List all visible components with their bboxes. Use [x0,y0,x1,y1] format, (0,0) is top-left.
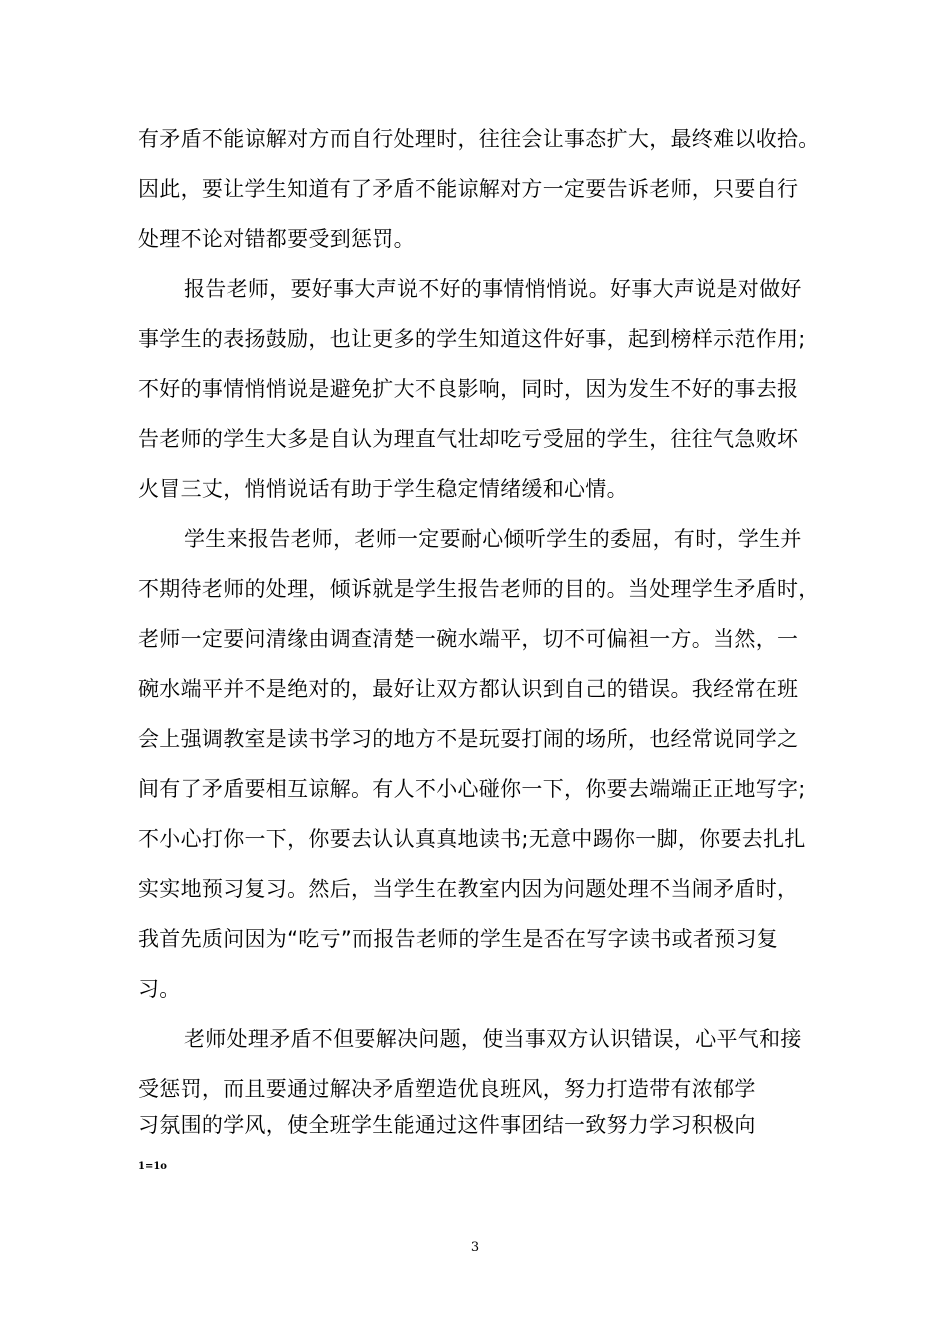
paragraph-1-line-2: 因此，要让学生知道有了矛盾不能谅解对方一定要告诉老师，只要自行 [138,177,799,201]
page-number: 3 [470,1240,480,1255]
paragraph-3-line-8: 实实地预习复习。然后，当学生在教室内因为问题处理不当闹矛盾时， [138,877,799,901]
footnote-text: 1=1o [138,1161,167,1172]
paragraph-3-line-10: 习。 [138,977,181,1001]
paragraph-2-line-2: 事学生的表扬鼓励，也让更多的学生知道这件好事，起到榜样示范作用; [138,327,806,351]
paragraph-2-line-5: 火冒三丈，悄悄说话有助于学生稳定情绪缓和心情。 [138,477,628,501]
paragraph-1-line-1: 有矛盾不能谅解对方而自行处理时，往往会让事态扩大，最终难以收拾。 [138,127,820,151]
paragraph-3-line-6: 间有了矛盾要相互谅解。有人不小心碰你一下，你要去端端正正地写字; [138,777,806,801]
paragraph-3-line-3: 老师一定要问清缘由调查清楚一碗水端平，切不可偏袒一方。当然，一 [138,627,799,651]
paragraph-2-line-4: 告老师的学生大多是自认为理直气壮却吃亏受屈的学生，往往气急败坏 [138,427,799,451]
paragraph-3-line-1: 学生来报告老师，老师一定要耐心倾听学生的委屈，有时，学生并 [184,527,802,551]
paragraph-3-line-5: 会上强调教室是读书学习的地方不是玩耍打闹的场所，也经常说同学之 [138,727,799,751]
paragraph-3-line-2: 不期待老师的处理，倾诉就是学生报告老师的目的。当处理学生矛盾时， [138,577,820,601]
paragraph-4-line-3: 习氛围的学风，使全班学生能通过这件事团结一致努力学习积极向 [138,1113,756,1137]
paragraph-3-line-7: 不小心打你一下，你要去认认真真地读书;无意中踢你一脚，你要去扎扎 [138,827,806,851]
paragraph-2-line-3: 不好的事情悄悄说是避免扩大不良影响，同时，因为发生不好的事去报 [138,377,799,401]
paragraph-2-line-1: 报告老师，要好事大声说不好的事情悄悄说。好事大声说是对做好 [184,277,802,301]
paragraph-4-line-1: 老师处理矛盾不但要解决问题，使当事双方认识错误，心平气和接 [184,1027,802,1051]
paragraph-3-line-9: 我首先质问因为“吃亏”而报告老师的学生是否在写字读书或者预习复 [138,927,779,951]
paragraph-1-line-3: 处理不论对错都要受到惩罚。 [138,227,415,251]
paragraph-3-line-4: 碗水端平并不是绝对的，最好让双方都认识到自己的错误。我经常在班 [138,677,799,701]
paragraph-4-line-2: 受惩罚，而且要通过解决矛盾塑造优良班风，努力打造带有浓郁学 [138,1077,756,1101]
